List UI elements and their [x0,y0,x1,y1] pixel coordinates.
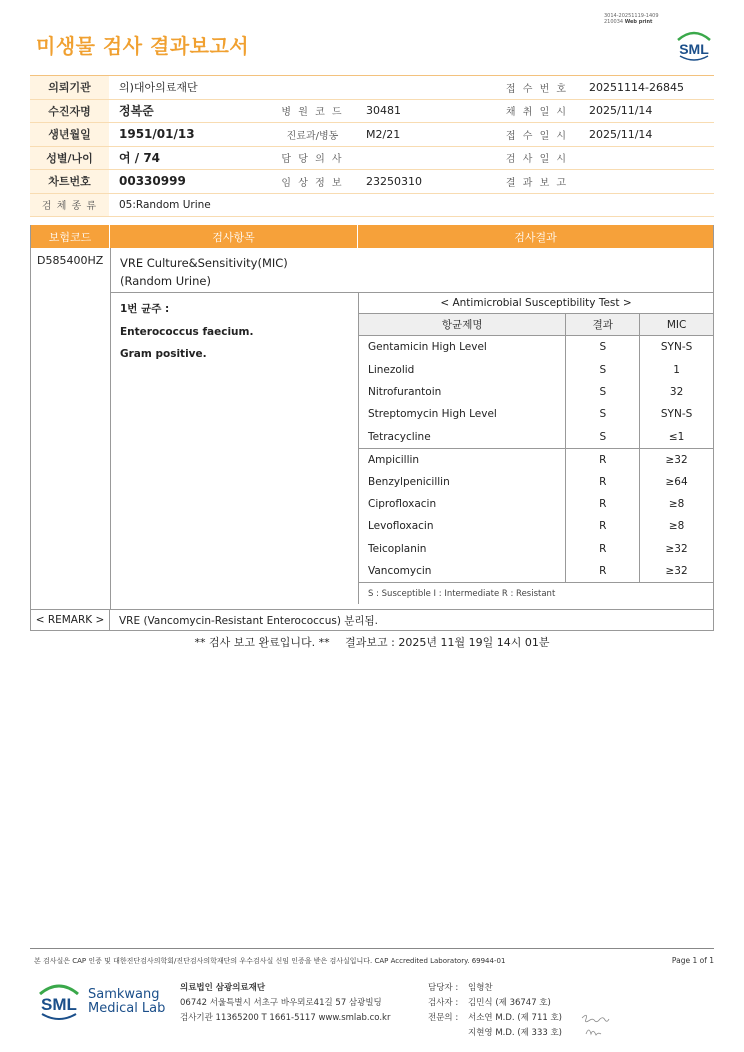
web-print-label: Web print [624,19,653,25]
ast-mic: SYN-S [639,336,713,358]
info-value [579,170,714,193]
ast-row [359,426,713,448]
specimen-value: 05:Random Urine [119,198,211,211]
report-complete [0,634,744,650]
info-label: 채 취 일 시 [505,107,569,119]
ast-result: R [565,470,639,492]
info-value [356,76,495,99]
ast-result: R [565,560,639,582]
report-datetime: 결과보고 : 2025년 11월 19일 14시 01분 [345,636,550,649]
info-label: 병 원 코 드 [281,107,344,119]
ast-result: R [565,515,639,537]
info-row [30,170,714,194]
page-title: 미생물 검사 결과보고서 [36,34,250,58]
info-value: 1951/01/13 [119,127,195,142]
svg-text:SML: SML [41,995,77,1014]
sml-logo [674,28,714,62]
info-value: 00330999 [119,174,186,189]
ast-result: S [565,426,639,448]
ast-mic: ≥8 [639,493,713,515]
header-test-result: 검사결과 [514,230,557,244]
ast-mic: ≥64 [639,470,713,492]
ast-mic: ≥32 [639,449,713,470]
info-label: 진료과/병동 [286,130,339,142]
ast-mic: 32 [639,381,713,403]
ast-result: S [565,381,639,403]
insurance-code: D585400HZ [37,254,104,267]
staff-name: 서소연 M.D. (제 711 호) [468,1013,563,1023]
staff-row [428,1011,562,1026]
ast-header-mic: MIC [639,314,713,335]
ast-drug: Tetracycline [368,430,431,443]
patient-info-table [30,75,714,217]
ast-drug: Levofloxacin [368,520,434,533]
ast-header [359,314,713,336]
info-label: 성별/나이 [30,147,109,170]
ast-drug: Ciprofloxacin [368,497,437,510]
info-row [30,100,714,124]
brand-name [88,988,165,1016]
info-label: 결 과 보 고 [505,177,569,189]
print-id-line1: 3014-20251119-1409 [604,13,659,19]
ast-mic: 1 [639,358,713,380]
ast-header-drug: 항균제명 [441,319,483,331]
ast-result: S [565,336,639,358]
ast-row [359,470,713,492]
footer-divider [30,948,714,949]
info-label: 접 수 일 시 [505,130,569,142]
ast-drug: Teicoplanin [368,542,427,555]
ast-row [359,403,713,425]
ast-row [359,560,713,582]
brand-line2: Medical Lab [88,1001,166,1016]
cap-certification: 본 검사실은 CAP 인증 및 대한진단검사의학회/진단검사의학재단의 우수검사실 신임 인증을 받은 검사실입니다. CAP Accredited Laboratory. 69944-01 [34,957,506,965]
info-label: 수진자명 [30,100,109,123]
staff-name: 지현영 M.D. (제 333 호) [468,1028,563,1038]
organism-label: 1번 균주 : [120,303,170,315]
ast-mic: SYN-S [639,403,713,425]
footer-address [180,981,390,1026]
info-row [30,76,714,100]
ast-row [359,358,713,380]
remark-row [31,609,713,630]
ast-legend: S : Susceptible I : Intermediate R : Resistant [359,582,713,604]
ast-result: S [565,403,639,425]
info-value: 23250310 [366,174,422,188]
info-row [30,147,714,171]
ast-row [359,336,713,358]
info-value: 정복준 [119,104,154,119]
ast-mic: ≥32 [639,560,713,582]
ast-header-result: 결과 [565,314,639,335]
ast-drug: Gentamicin High Level [368,341,487,354]
ast-mic: ≥32 [639,538,713,560]
ast-drug: Ampicillin [368,453,420,466]
signature-image [578,1010,612,1040]
staff-row [428,996,562,1011]
ast-drug: Linezolid [368,363,415,376]
info-label: 생년월일 [30,123,109,146]
info-value: 여 / 74 [119,151,161,166]
gram-stain: Gram positive. [120,348,207,360]
info-value: 2025/11/14 [589,104,653,118]
result-table [30,225,714,631]
info-label: 임 상 정 보 [281,177,344,189]
org-name: 의료법인 삼광의료재단 [180,983,266,993]
ast-drug: Benzylpenicillin [368,475,450,488]
remark-label: < REMARK > [31,610,110,630]
staff-name: 김민식 (제 36747 호) [468,998,551,1008]
test-name [120,254,288,290]
ast-row [359,515,713,537]
ast-drug: Vancomycin [368,565,432,578]
staff-role: 검사자 : [428,998,459,1008]
info-value: 2025/11/14 [589,127,653,141]
ast-mic: ≥8 [639,515,713,537]
test-name-line1: VRE Culture&Sensitivity(MIC) [120,256,288,270]
specimen-label: 검 체 종 류 [30,194,109,217]
ast-result: R [565,449,639,470]
info-label: 차트번호 [30,170,109,193]
ast-result: R [565,538,639,560]
info-label: 검 사 일 시 [505,154,569,166]
info-row [30,123,714,147]
ast-row [359,448,713,470]
header-test-item: 검사항목 [110,225,358,248]
info-value: 의)대아의료재단 [119,81,198,95]
ast-drug: Nitrofurantoin [368,385,442,398]
ast-row [359,381,713,403]
footer-staff [428,981,562,1041]
sml-logo-icon [36,980,82,1024]
ast-title: < Antimicrobial Susceptibility Test > [359,292,713,314]
info-value: M2/21 [366,127,401,141]
result-body [31,248,713,609]
address-line: 06742 서울특별시 서초구 바우뫼로41길 57 삼광빌딩 [180,998,382,1008]
staff-role: 전문의 : [428,1013,459,1023]
staff-row [428,1026,562,1041]
info-label: 담 당 의 사 [281,154,344,166]
info-value: 30481 [366,104,401,118]
footer-logo [36,980,165,1024]
ast-drug: Streptomycin High Level [368,408,497,421]
complete-message: ** 검사 보고 완료입니다. ** [194,636,330,649]
info-value [579,147,714,170]
staff-role: 담당자 : [428,983,459,993]
print-id-code: 210034 [604,19,624,25]
contact-line: 검사기관 11365200 T 1661-5117 www.smlab.co.kr [180,1013,391,1023]
ast-result: S [565,358,639,380]
result-table-header [31,225,713,248]
info-label: 의뢰기관 [30,76,109,99]
staff-row [428,981,562,996]
ast-row [359,493,713,515]
staff-name: 임형찬 [468,983,493,993]
brand-line1: Samkwang [88,987,160,1002]
organism-info [120,298,253,366]
info-value [356,147,495,170]
divider [110,248,111,609]
ast-result: R [565,493,639,515]
info-value: 20251114-26845 [589,80,684,94]
page-number: Page 1 of 1 [671,956,714,965]
ast-table [358,292,713,604]
organism-name: Enterococcus faecium. [120,325,254,338]
test-name-line2: (Random Urine) [120,274,211,288]
print-id-line2 [604,19,659,25]
ast-row [359,538,713,560]
info-label: 접 수 번 호 [505,83,569,95]
header-insurance-code: 보험코드 [31,225,110,248]
print-id [604,13,659,25]
remark-text: VRE (Vancomycin-Resistant Enterococcus) 분리됨. [119,614,379,627]
info-label [269,76,356,99]
staff-role [428,1026,468,1041]
specimen-row [30,194,714,218]
ast-mic: ≤1 [639,426,713,448]
svg-text:SML: SML [679,41,709,57]
ast-rows [359,336,713,582]
